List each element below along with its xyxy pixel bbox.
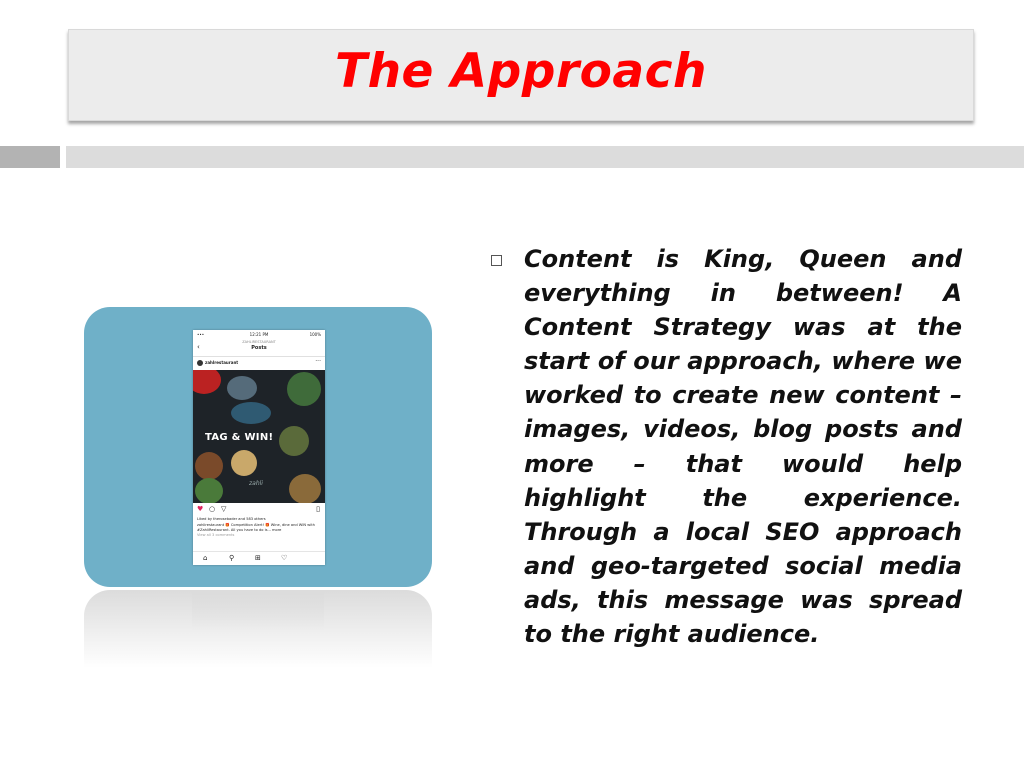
hollow-square-bullet-icon bbox=[491, 255, 502, 266]
more-icon: ··· bbox=[315, 358, 321, 365]
phone-bottom-nav bbox=[193, 551, 325, 565]
battery-level: 100% bbox=[309, 332, 321, 337]
plate-shape bbox=[195, 478, 223, 503]
phone-header bbox=[193, 338, 325, 357]
post-caption bbox=[197, 523, 322, 537]
post-actions bbox=[193, 504, 325, 516]
plate-shape bbox=[231, 450, 257, 476]
post-user-row bbox=[193, 357, 325, 369]
bookmark-icon[interactable]: ▯ bbox=[316, 505, 320, 513]
search-icon[interactable]: ⚲ bbox=[229, 554, 235, 562]
ribbon-shape bbox=[193, 370, 221, 394]
signal-icon: ••• bbox=[197, 332, 205, 337]
plate-shape bbox=[195, 452, 223, 480]
divider-bar-left bbox=[0, 146, 60, 168]
share-icon[interactable]: ▽ bbox=[221, 505, 227, 513]
plate-shape bbox=[231, 402, 271, 424]
likes-text: Liked by therosebader and 583 others bbox=[197, 517, 266, 521]
plate-shape bbox=[289, 474, 321, 503]
image-reflection bbox=[84, 590, 432, 668]
add-icon[interactable]: ⊞ bbox=[255, 554, 261, 562]
account-name: ZAHLIRESTAURANT bbox=[242, 340, 276, 344]
post-photo bbox=[193, 370, 325, 503]
phone-time: 12:21 PM bbox=[249, 332, 269, 337]
caption-text: zahlirestaurant 🎁 Competition Alert! 🎁 Wine, dine and WIN with #ZahliRestaurant. All you have to do is... more bbox=[197, 523, 315, 532]
avatar bbox=[197, 360, 203, 366]
plate-shape bbox=[287, 372, 321, 406]
divider-bar-right bbox=[66, 146, 1024, 168]
phone-status-bar bbox=[193, 331, 325, 338]
heart-icon[interactable]: ♥ bbox=[197, 505, 204, 513]
slide-title: The Approach bbox=[335, 44, 707, 99]
comments-link[interactable]: View all 3 comments bbox=[197, 532, 235, 537]
username: zahlrestaurant bbox=[205, 360, 239, 365]
brand-logo: zahli bbox=[249, 480, 263, 487]
comment-icon[interactable]: ○ bbox=[209, 505, 216, 513]
tag-win-overlay: TAG & WIN! bbox=[205, 432, 274, 443]
home-icon[interactable]: ⌂ bbox=[203, 554, 208, 562]
phone-screenshot bbox=[193, 330, 325, 565]
activity-icon[interactable]: ♡ bbox=[281, 554, 288, 562]
header-title: Posts bbox=[251, 345, 267, 351]
back-icon: ‹ bbox=[197, 343, 200, 351]
plate-shape bbox=[279, 426, 309, 456]
body-text: Content is King, Queen and everything in between! A Content Strategy was at the start of our approach, where we worked to create new content – images, videos, blog posts and more – that would help highlight the experience. Through a local SEO approach and geo-targeted social media ads, this message was spread to the right audience. bbox=[524, 245, 962, 649]
title-box bbox=[68, 29, 974, 121]
plate-shape bbox=[227, 376, 257, 400]
